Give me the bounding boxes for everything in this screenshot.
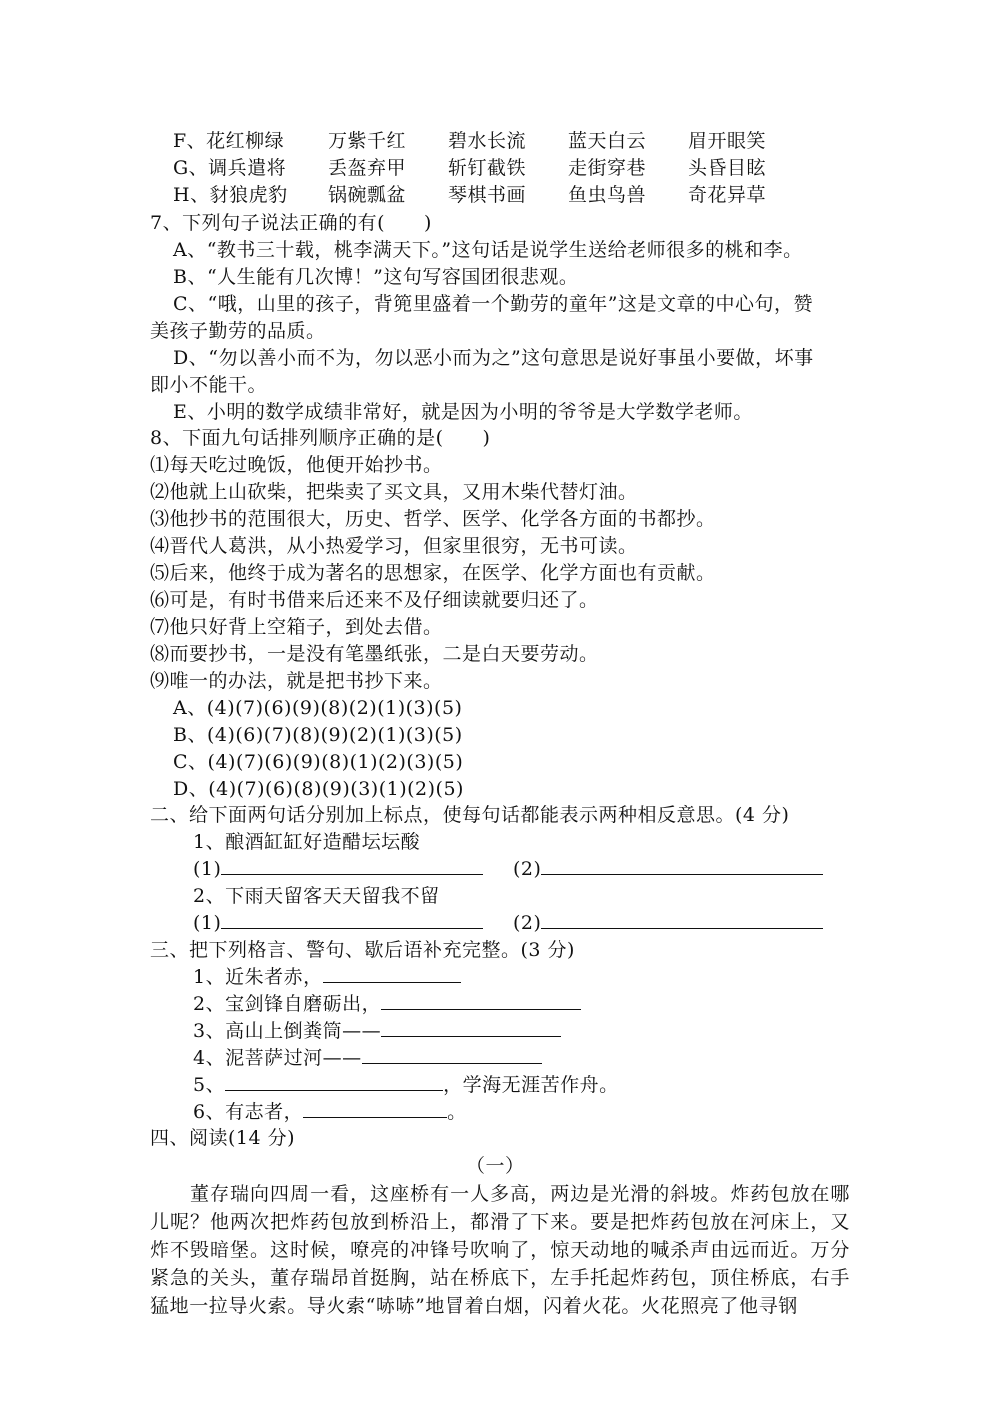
q6-word: 碧水长流	[448, 130, 527, 152]
q8-sentence: ⑵他就上山砍柴，把柴卖了买文具，又用木柴代替灯油。	[150, 481, 638, 503]
q8-sentence: ⑺他只好背上空箱子，到处去借。	[150, 616, 443, 638]
section-2-title: 二、给下面两句话分别加上标点，使每句话都能表示两种相反意思。(4 分)	[150, 804, 790, 826]
q6-label: F、花红柳绿	[173, 130, 285, 152]
q8-sentence: ⑸后来，他终于成为著名的思想家，在医学、化学方面也有贡献。	[150, 562, 716, 584]
sec3-item-2	[193, 991, 581, 1017]
q8-sentence: ⑼唯一的办法，就是把书抄下来。	[150, 670, 443, 692]
q8-option-d: D、(4)(7)(6)(8)(9)(3)(1)(2)(5)	[173, 778, 464, 800]
q8-option-a: A、(4)(7)(6)(9)(8)(2)(1)(3)(5)	[173, 697, 463, 719]
answer-blank[interactable]	[323, 964, 461, 983]
q7-option-a: A、“教书三十载，桃李满天下。”这句话是说学生送给老师很多的桃和李。	[173, 239, 803, 261]
q8-sentence: ⑴每天吃过晚饭，他便开始抄书。	[150, 454, 443, 476]
q8-sentence: ⑷晋代人葛洪，从小热爱学习，但家里很穷，无书可读。	[150, 535, 638, 557]
q6-word: 斩钉截铁	[448, 157, 527, 179]
q6-label: G、调兵遣将	[173, 157, 287, 179]
q6-word: 万紫千红	[328, 130, 407, 152]
sec2-answer-row	[513, 856, 823, 882]
answer-blank[interactable]	[381, 991, 581, 1010]
reading-passage: 董存瑞向四周一看，这座桥有一人多高，两边是光滑的斜坡。炸药包放在哪儿呢？他两次把炸药包放到桥沿上，都滑了下来。要是把炸药包放在河床上，又炸不毁暗堡。这时候，嘹亮的冲锋号吹响了，惊天动地的喊杀声由远而近。万分紧急的关头，董存瑞昂首挺胸，站在桥底下，左手托起炸药包，顶住桥底，右手猛地一拉导火索。导火索“哧哧”地冒着白烟，闪着火花。火花照亮了他寻钢	[150, 1183, 850, 1317]
q7-option-e: E、小明的数学成绩非常好，就是因为小明的爷爷是大学数学老师。	[173, 401, 753, 423]
answer-mark-1: (1)	[193, 858, 222, 880]
answer-blank[interactable]	[225, 1072, 443, 1091]
q7-option-c: C、“哦，山里的孩子，背篼里盛着一个勤劳的童年”这是文章的中心句，赞	[173, 293, 813, 315]
q6-word: 琴棋书画	[448, 184, 527, 206]
answer-mark-1: (1)	[193, 912, 222, 934]
q8-option-c: C、(4)(7)(6)(9)(8)(1)(2)(3)(5)	[173, 751, 464, 773]
q6-label: H、豺狼虎豹	[173, 184, 288, 206]
prompt-suffix: 。	[447, 1101, 467, 1123]
answer-blank[interactable]	[541, 856, 823, 875]
q6-word: 鱼虫鸟兽	[568, 184, 647, 206]
reading-subtitle: （一）	[466, 1155, 525, 1177]
q6-word: 眉开眼笑	[688, 130, 767, 152]
answer-blank[interactable]	[541, 910, 823, 929]
section-3-title: 三、把下列格言、警句、歇后语补充完整。(3 分)	[150, 939, 575, 961]
sec2-item-1: 1、酿酒缸缸好造醋坛坛酸	[193, 831, 421, 853]
prompt: 3、高山上倒粪筒——	[193, 1020, 382, 1042]
sec2-answer-row	[513, 910, 823, 936]
answer-blank[interactable]	[221, 910, 483, 929]
sec3-item-1	[193, 964, 461, 990]
sec3-item-4	[193, 1045, 542, 1071]
q8-sentence: ⑻而要抄书，一是没有笔墨纸张，二是白天要劳动。	[150, 643, 599, 665]
answer-blank[interactable]	[362, 1045, 542, 1064]
q6-word: 锅碗瓢盆	[328, 184, 407, 206]
prompt: 2、宝剑锋自磨砺出，	[193, 993, 382, 1015]
prompt: 6、有志者，	[193, 1101, 304, 1123]
q6-word: 走街穿巷	[568, 157, 647, 179]
answer-blank[interactable]	[221, 856, 483, 875]
q6-word: 丢盔弃甲	[328, 157, 407, 179]
section-4-title: 四、阅读(14 分)	[150, 1127, 296, 1149]
q7-option-d-cont: 即小不能干。	[150, 374, 268, 396]
q7-option-b: B、“人生能有几次博！”这句写容国团很悲观。	[173, 266, 579, 288]
answer-blank[interactable]	[381, 1018, 561, 1037]
q7-option-c-cont: 美孩子勤劳的品质。	[150, 320, 326, 342]
q7-option-d: D、“勿以善小而不为，勿以恶小而为之”这句意思是说好事虽小要做，坏事	[173, 347, 814, 369]
q8-sentence: ⑹可是，有时书借来后还来不及仔细读就要归还了。	[150, 589, 599, 611]
sec3-item-3	[193, 1018, 561, 1044]
prompt-suffix: ，学海无涯苦作舟。	[443, 1074, 619, 1096]
q8-stem: 8、下面九句话排列顺序正确的是( )	[150, 427, 491, 449]
prompt: 4、泥菩萨过河——	[193, 1047, 362, 1069]
q6-word: 蓝天白云	[568, 130, 647, 152]
sec3-item-5	[193, 1072, 619, 1098]
answer-blank[interactable]	[303, 1099, 447, 1118]
sec2-item-2: 2、下雨天留客天天留我不留	[193, 885, 440, 907]
prompt: 5、	[193, 1074, 226, 1096]
answer-mark-2: (2)	[513, 912, 542, 934]
q8-option-b: B、(4)(6)(7)(8)(9)(2)(1)(3)(5)	[173, 724, 463, 746]
sec2-answer-row	[193, 856, 483, 882]
sec2-answer-row	[193, 910, 483, 936]
q6-word: 奇花异草	[688, 184, 767, 206]
sec3-item-6	[193, 1099, 467, 1125]
prompt: 1、近朱者赤，	[193, 966, 323, 988]
q8-sentence: ⑶他抄书的范围很大，历史、哲学、医学、化学各方面的书都抄。	[150, 508, 716, 530]
answer-mark-2: (2)	[513, 858, 542, 880]
q6-word: 头昏目眩	[688, 157, 767, 179]
q7-stem: 7、下列句子说法正确的有( )	[150, 212, 432, 234]
